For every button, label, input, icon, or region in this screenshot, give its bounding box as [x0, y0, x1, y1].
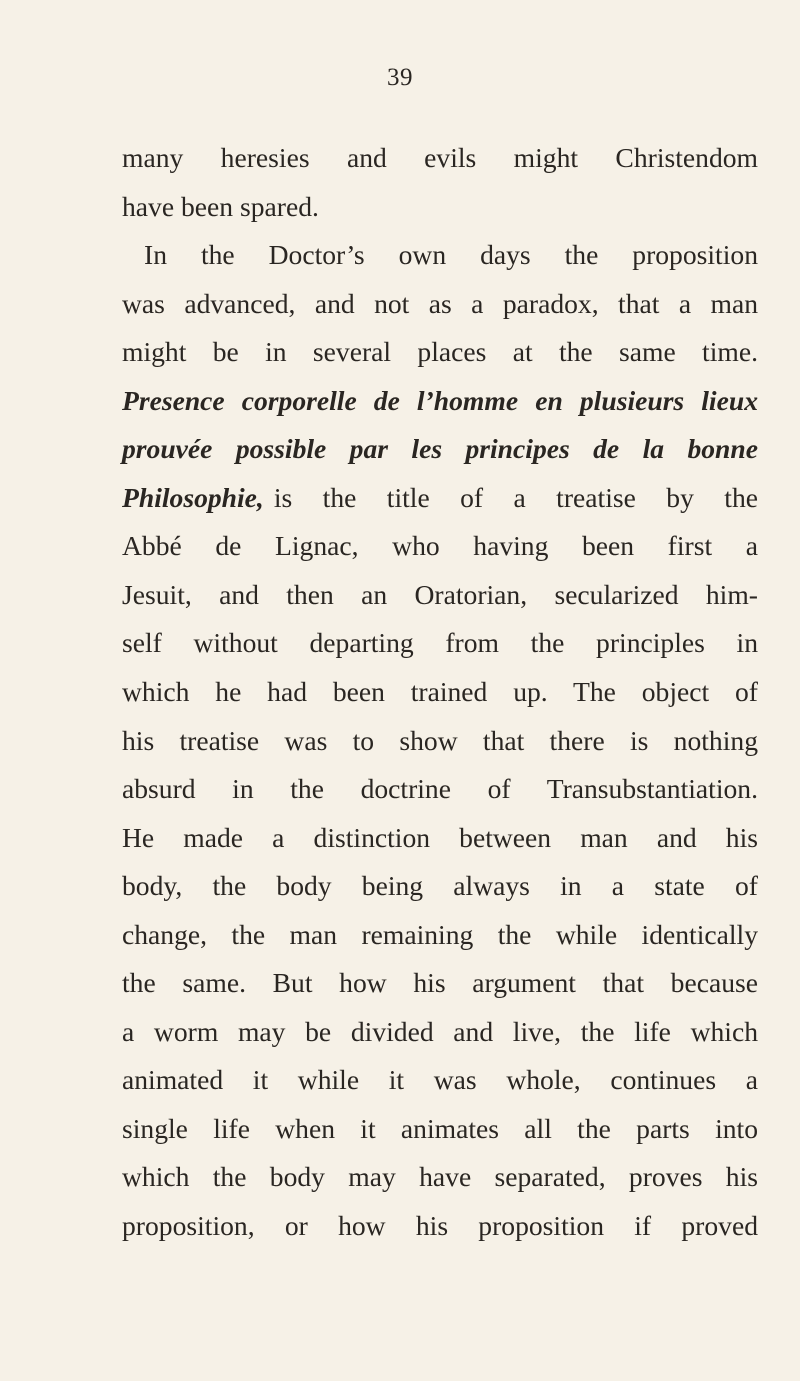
- text-line: which he had been trained up. The object of: [122, 676, 758, 708]
- text-line: proposition, or how his proposition if proved: [122, 1210, 758, 1242]
- text-line: change, the man remaining the while identically: [122, 918, 758, 950]
- page-number: 39: [387, 64, 413, 91]
- text-line: Abbé de Lignac, who having been first a: [122, 530, 758, 562]
- text-line: the same. But how his argument that because: [122, 967, 758, 999]
- text-line: In the Doctor’s own days the proposition: [144, 239, 758, 271]
- italic-title-line: Presence corporelle de l’homme en plusieurs lieux: [122, 384, 758, 416]
- italic-title-line: prouvée possible par les principes de la bonne: [122, 433, 758, 465]
- text-line: a worm may be divided and live, the life which: [122, 1015, 758, 1047]
- text-line: absurd in the doctrine of Transubstantiation.: [122, 773, 758, 805]
- text-line: self without departing from the principles in: [122, 627, 758, 659]
- text-line: He made a distinction between man and his: [122, 821, 758, 853]
- text-line: single life when it animates all the parts into: [122, 1112, 758, 1144]
- text-line: have been spared.: [122, 190, 319, 222]
- text-fragment: is the title of a treatise by the: [273, 481, 758, 513]
- text-line: his treatise was to show that there is nothing: [122, 724, 758, 756]
- body-text: [122, 134, 758, 1251]
- text-line: body, the body being always in a state of: [122, 870, 758, 902]
- italic-title-fragment: Philosophie,: [122, 481, 264, 513]
- text-line: many heresies and evils might Christendom: [122, 142, 758, 173]
- text-line: which the body may have separated, proves his: [122, 1161, 758, 1193]
- text-line: was advanced, and not as a paradox, that a man: [122, 287, 758, 319]
- mixed-line: [122, 474, 758, 523]
- text-line: animated it while it was whole, continues a: [122, 1064, 758, 1096]
- text-line: Jesuit, and then an Oratorian, secularized him-: [122, 578, 758, 610]
- text-line: might be in several places at the same time.: [122, 336, 758, 368]
